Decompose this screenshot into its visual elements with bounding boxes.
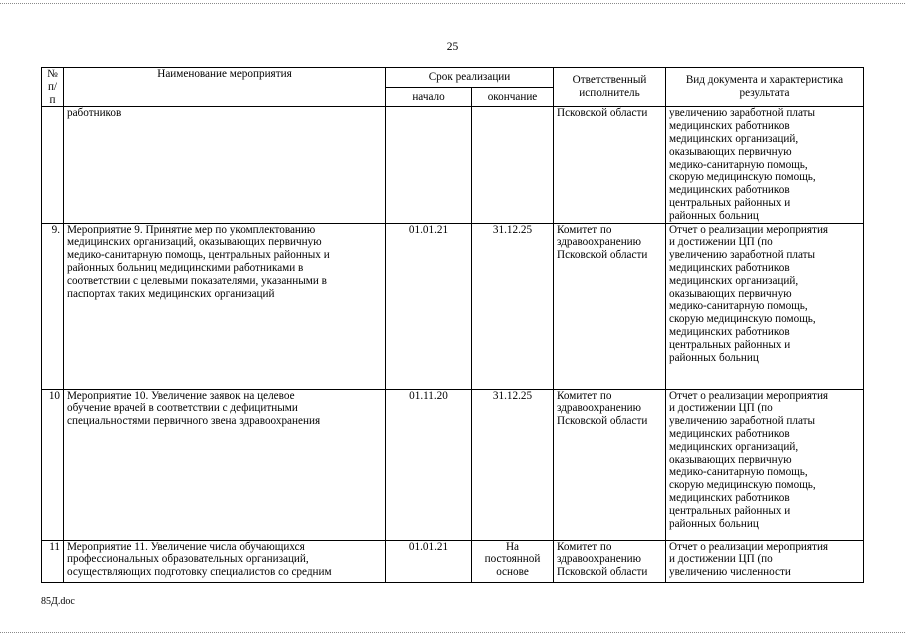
row-start-date: 01.11.20 [386,389,472,540]
header-row [42,68,864,88]
header-term: Срок реализации [386,68,554,88]
row-activity-name: Мероприятие 11. Увеличение числа обучающихся профессиональных образовательных организаций, осуществляющих подготовку специалистов со средним [64,540,386,582]
row-number: 10 [42,389,64,540]
row-end-date: На постоянной основе [472,540,554,582]
row-activity-name: Мероприятие 9. Принятие мер по укомплектованию медицинских организаций, оказывающих первичную медико-санитарную помощь, центральных районных и районных больниц медицинскими работниками в соответствии с целевыми показателями, указанными в паспортах таких медицинских организаций [64,223,386,389]
header-start: начало [386,88,472,107]
row-number: 9. [42,223,64,389]
row-responsible: Комитет по здравоохранению Псковской области [554,223,666,389]
row-end-date: 31.12.25 [472,389,554,540]
header-activity-name: Наименование мероприятия [64,68,386,107]
table-row [42,107,864,223]
row-result: увеличению заработной платы медицинских работников медицинских организаций, оказывающих первичную медико-санитарную помощь, скорую медицинскую помощь, медицинских работников центральных районных и районных больниц [666,107,864,223]
row-activity-name: Мероприятие 10. Увеличение заявок на целевое обучение врачей в соответствии с дефицитными специальностями первичного звена здравоохранения [64,389,386,540]
row-start-date: 01.01.21 [386,223,472,389]
header-result: Вид документа и характеристика результата [666,68,864,107]
row-number: 11 [42,540,64,582]
header-number: № п/п [42,68,64,107]
activities-table [41,67,864,583]
row-end-date [472,107,554,223]
header-end: окончание [472,88,554,107]
table-row [42,389,864,540]
header-responsible: Ответственный исполнитель [554,68,666,107]
row-result: Отчет о реализации мероприятия и достижении ЦП (по увеличению численности [666,540,864,582]
row-responsible: Псковской области [554,107,666,223]
row-start-date [386,107,472,223]
row-result: Отчет о реализации мероприятия и достижении ЦП (по увеличению заработной платы медицинских работников медицинских организаций, оказывающих первичную медико-санитарную помощь, скорую медицинскую помощь, медицинских работников центральных районных и районных больниц [666,389,864,540]
table-row [42,540,864,582]
row-end-date: 31.12.25 [472,223,554,389]
row-number [42,107,64,223]
footer-filename: 85Д.doc [41,596,75,607]
row-result: Отчет о реализации мероприятия и достижении ЦП (по увеличению заработной платы медицинских работников медицинских организаций, оказывающих первичную медико-санитарную помощь, скорую медицинскую помощь, медицинских работников центральных районных и районных больниц [666,223,864,389]
page-number: 25 [446,41,459,53]
row-activity-name: работников [64,107,386,223]
row-responsible: Комитет по здравоохранению Псковской области [554,389,666,540]
row-responsible: Комитет по здравоохранению Псковской области [554,540,666,582]
table-row [42,223,864,389]
row-start-date: 01.01.21 [386,540,472,582]
scan-edge-top [0,3,905,4]
scan-edge-bottom [0,632,905,633]
